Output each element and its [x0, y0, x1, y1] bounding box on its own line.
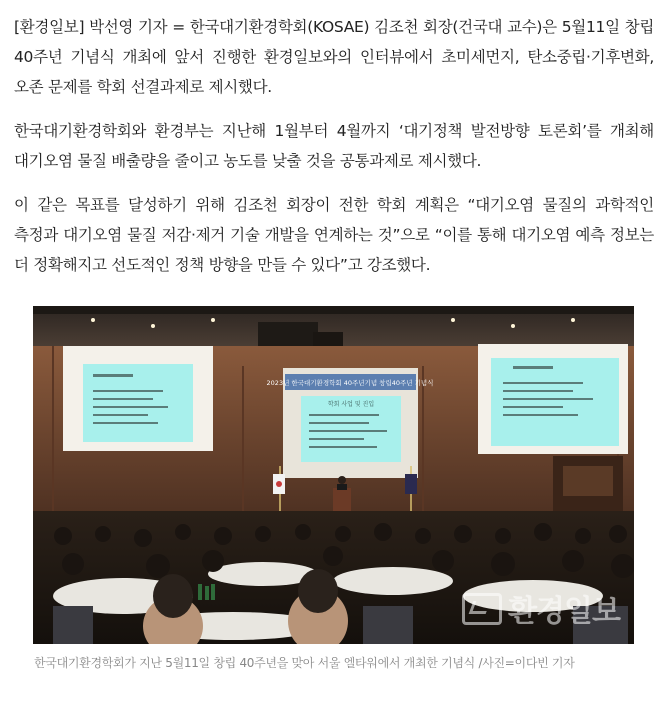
stage-banner-text: 2023년 한국대기환경학회 40주년기념 창립40주년 기념식 [266, 379, 434, 387]
watermark-text: 환경일보 [508, 594, 620, 629]
photo-caption: 한국대기환경학회가 지난 5월11일 창립 40주년을 맞아 서울 엘타워에서 개최한 기념식 /사진=이다빈 기자 [34, 656, 575, 670]
article-paragraph-1: [환경일보] 박선영 기자 = 한국대기환경학회(KOSAE) 김조천 회장(건국대 교수)은 5월11일 창립 40주년 기념식 개최에 앞서 진행한 환경일보와의 인터뷰에서 초미세먼지, 탄소중립·기후변화, 오존 문제를 학회 선결과제로 제시했다. [14, 18, 654, 96]
article-body [14, 12, 654, 294]
center-slide-title: 학회 사업 및 진입 [327, 401, 375, 408]
watermark-logo [462, 586, 620, 630]
event-photo [33, 306, 634, 644]
hkbs-logo-icon [462, 593, 502, 625]
article-paragraph-3: 이 같은 목표를 달성하기 위해 김조천 회장이 전한 학회 계획은 “대기오염 물질의 과학적인 측정과 대기오염 물질 저감·제거 기술 개발을 연계하는 것”으로 “이를 통해 대기오염 예측 정보는 더 정확해지고 선도적인 정책 방향을 만들 수 있다”고 강조했다. [14, 196, 654, 274]
article-paragraph-2: 한국대기환경학회와 환경부는 지난해 1월부터 4월까지 ‘대기정책 발전방향 토론회’를 개최해 대기오염 물질 배출량을 줄이고 농도를 낮출 것을 공통과제로 제시했다. [14, 122, 654, 170]
